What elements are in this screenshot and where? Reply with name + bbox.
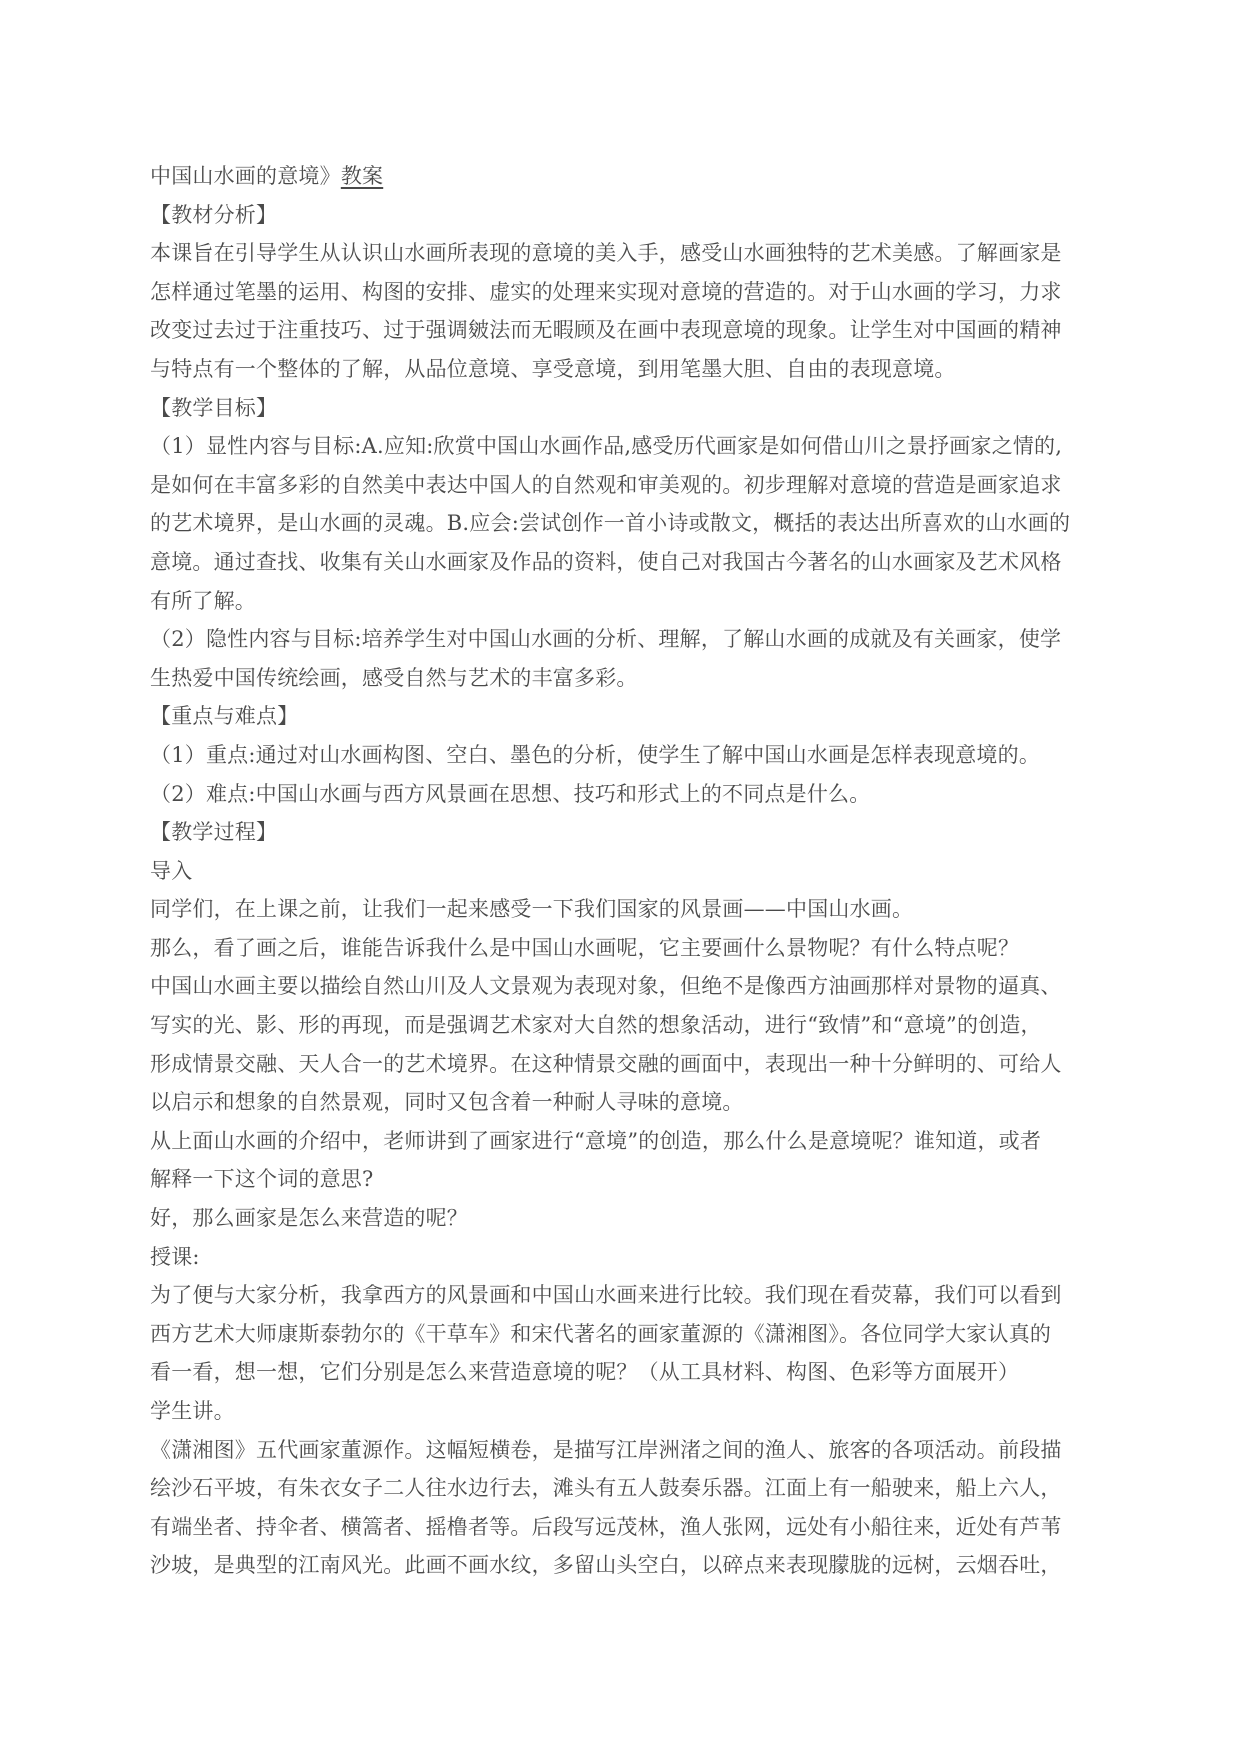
text-line: 【教学过程】 xyxy=(150,820,278,845)
text-line: 意境。通过查找、收集有关山水画家及作品的资料，使自己对我国古今著名的山水画家及艺术风格 xyxy=(150,549,1062,574)
text-line: 是如何在丰富多彩的自然美中表达中国人的自然观和审美观的。初步理解对意境的营造是画家追求 xyxy=(150,472,1062,497)
text-line: 写实的光、影、形的再现，而是强调艺术家对大自然的想象活动，进行“致情”和“意境”的创造， xyxy=(150,1013,1042,1038)
text-line: 沙坡，是典型的江南风光。此画不画水纹，多留山头空白，以碎点来表现朦胧的远树，云烟吞吐， xyxy=(150,1553,1062,1578)
text-line: （1）显性内容与目标:A.应知:欣赏中国山水画作品,感受历代画家是如何借山川之景抒画家之情的, xyxy=(150,434,1063,459)
text-line: 形成情景交融、天人合一的艺术境界。在这种情景交融的画面中，表现出一种十分鲜明的、可给人 xyxy=(150,1051,1062,1076)
document-body xyxy=(150,196,1094,1585)
text-line: 从上面山水画的介绍中，老师讲到了画家进行“意境”的创造，那么什么是意境呢？谁知道，或者 xyxy=(150,1128,1042,1153)
text-line: （2）隐性内容与目标:培养学生对中国山水画的分析、理解，了解山水画的成就及有关画家，使学 xyxy=(150,627,1062,652)
text-line: 【教学目标】 xyxy=(150,395,278,420)
title-text: 中国山水画的意境》 xyxy=(150,164,341,188)
text-line: 以启示和想象的自然景观，同时又包含着一种耐人寻味的意境。 xyxy=(150,1090,744,1115)
text-line: 的艺术境界，是山水画的灵魂。B.应会:尝试创作一首小诗或散文，概括的表达出所喜欢的山水画的 xyxy=(150,511,1071,536)
text-line: 改变过去过于注重技巧、过于强调皴法而无暇顾及在画中表现意境的现象。让学生对中国画的精神 xyxy=(150,318,1062,343)
text-line: 学生讲。 xyxy=(150,1399,235,1423)
title-link[interactable]: 教案 xyxy=(340,164,384,188)
text-line: （1）重点:通过对山水画构图、空白、墨色的分析，使学生了解中国山水画是怎样表现意境的。 xyxy=(150,742,1041,767)
text-line: 【重点与难点】 xyxy=(150,704,299,729)
text-line: 有所了解。 xyxy=(150,588,256,613)
text-line: （2）难点:中国山水画与西方风景画在思想、技巧和形式上的不同点是什么。 xyxy=(150,781,871,806)
text-line: 导入 xyxy=(150,858,193,883)
text-line: 那么，看了画之后，谁能告诉我什么是中国山水画呢，它主要画什么景物呢？有什么特点呢？ xyxy=(150,935,1020,960)
text-line: 有端坐者、持伞者、横篙者、摇橹者等。后段写远茂林，渔人张网，远处有小船往来，近处有芦苇 xyxy=(150,1514,1062,1539)
text-line: 中国山水画主要以描绘自然山川及人文景观为表现对象，但绝不是像西方油画那样对景物的逼真、 xyxy=(150,974,1062,999)
text-line: 《潇湘图》五代画家董源作。这幅短横卷，是描写江岸洲渚之间的渔人、旅客的各项活动。前段描 xyxy=(150,1437,1062,1462)
text-line: 绘沙石平坡，有朱衣女子二人往水边行去，滩头有五人鼓奏乐器。江面上有一船驶来，船上六人， xyxy=(150,1476,1062,1501)
text-line: 解释一下这个词的意思? xyxy=(150,1167,374,1192)
text-line: 与特点有一个整体的了解，从品位意境、享受意境，到用笔墨大胆、自由的表现意境。 xyxy=(150,356,956,381)
text-line: 本课旨在引导学生从认识山水画所表现的意境的美入手，感受山水画独特的艺术美感。了解画家是 xyxy=(150,241,1062,266)
document-page xyxy=(150,157,1094,1585)
text-line: 怎样通过笔墨的运用、构图的安排、虚实的处理来实现对意境的营造的。对于山水画的学习，力求 xyxy=(150,279,1062,304)
text-line: 授课: xyxy=(150,1244,200,1269)
text-line: 【教材分析】 xyxy=(150,202,278,227)
text-line: 西方艺术大师康斯泰勃尔的《干草车》和宋代著名的画家董源的《潇湘图》。各位同学大家认真的 xyxy=(150,1321,1052,1346)
text-line: 同学们，在上课之前，让我们一起来感受一下我们国家的风景画——中国山水画。 xyxy=(150,897,914,922)
text-line: 看一看，想一想，它们分别是怎么来营造意境的呢？（从工具材料、构图、色彩等方面展开） xyxy=(150,1360,1020,1385)
text-line: 生热爱中国传统绘画，感受自然与艺术的丰富多彩。 xyxy=(150,665,638,690)
text-line: 为了便与大家分析，我拿西方的风景画和中国山水画来进行比较。我们现在看荧幕，我们可以看到 xyxy=(150,1283,1062,1308)
text-line: 好，那么画家是怎么来营造的呢？ xyxy=(150,1206,468,1231)
document-title xyxy=(150,157,1094,196)
